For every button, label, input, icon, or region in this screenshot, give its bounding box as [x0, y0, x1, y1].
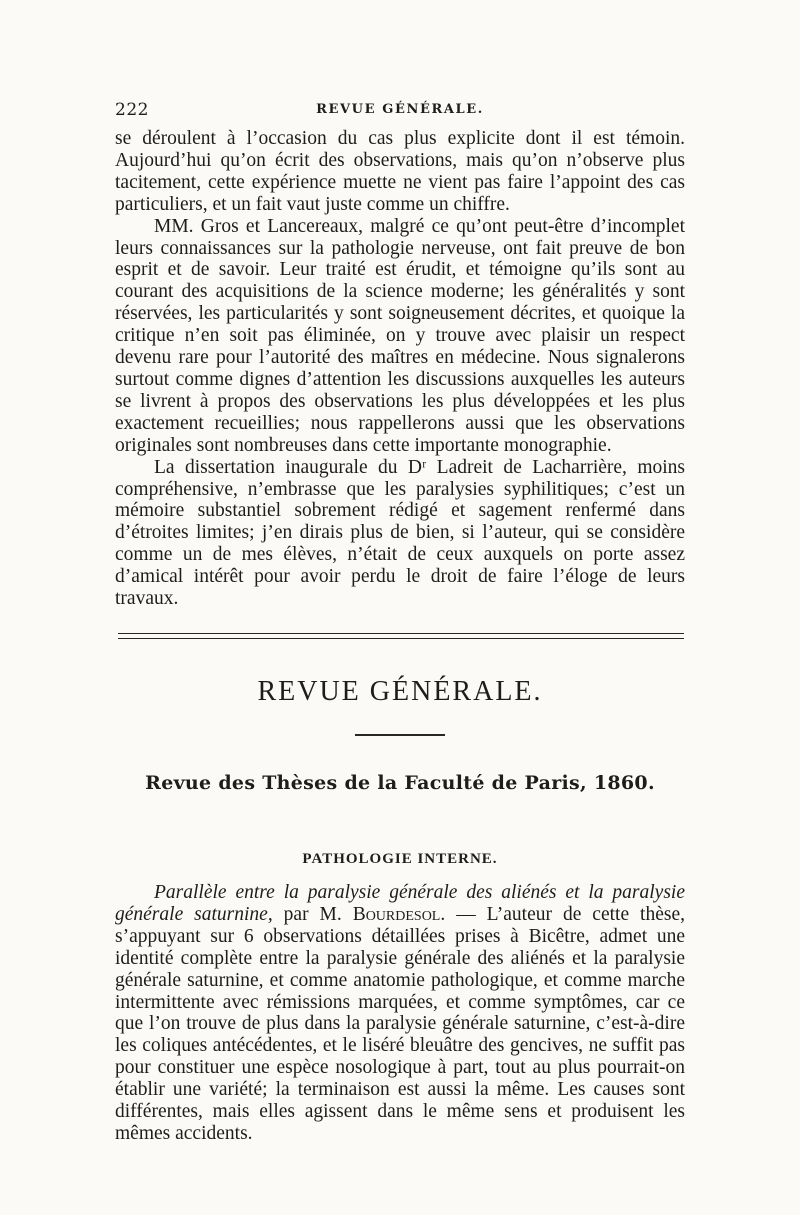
- paragraph-lacharriere: La dissertation inaugurale du Dʳ Ladreit de Lacharrière, moins compréhensive, n’embrasse que les paralysies syphilitiques; c’est un mémoire substantiel sobrement rédigé et sagement renfermé dans d’étroites limites; j’en dirais plus de bien, si l’auteur, qui se considère comme un de mes élèves, n’était de ceux auxquels on porte assez d’amical intérêt pour avoir perdu le droit de faire l’éloge de leurs travaux.: [115, 456, 685, 610]
- title-underline: [355, 734, 445, 736]
- review-heading: Revue des Thèses de la Faculté de Paris, 1860.: [145, 772, 655, 794]
- section-divider-thick: [118, 633, 684, 634]
- running-head: [115, 100, 685, 122]
- paragraph-continuation: se déroulent à l’occasion du cas plus explicite dont il est témoin. Aujourd’hui qu’on écrit des observations, mais qu’on n’observe plus tacitement, cette expérience muette ne vient pas faire l’appoint des cas particuliers, et un fait vaut juste comme un chiffre.: [115, 128, 685, 215]
- thesis-author: Bourdesol: [352, 903, 441, 925]
- thesis-entry: [115, 882, 685, 1145]
- page-number: 222: [115, 100, 149, 120]
- running-title: REVUE GÉNÉRALE.: [316, 102, 484, 117]
- thesis-by: par M.: [272, 903, 353, 925]
- thesis-paragraph: [115, 882, 685, 1145]
- top-text-block: [115, 128, 685, 610]
- thesis-text: . — L’auteur de cette thèse, s’appuyant sur 6 observations détaillées prises à Bicêtre, admet une identité complète entre la paralysie générale des aliénés et la paralysie générale saturnine, et comme anatomie pathologique, et comme marche intermittente avec rémissions marquées, et comme symptômes, car ce que l’on trouve de plus dans la paralysie générale saturnine, c’est-à-dire les coliques antécédentes, et le liséré bleuâtre des gencives, ne suffit pas pour constituer une espèce nosologique à part, tout au plus pourrait-on établir une variété; la terminaison est aussi la même. Les causes sont différentes, mais elles agissent dans le même sens et produisent les mêmes accidents.: [115, 903, 685, 1144]
- paragraph-gros-lancereaux: MM. Gros et Lancereaux, malgré ce qu’ont peut-être d’incomplet leurs connaissances sur la pathologie nerveuse, ont fait preuve de bon esprit et de savoir. Leur traité est érudit, et témoigne qu’ils sont au courant des acquisitions de la science moderne; les généralités y sont réservées, les particularités y sont soigneusement décrites, et quoique la critique n’en soit pas éliminée, on y trouve avec plaisir un respect devenu rare pour l’autorité des maîtres en médecine. Nous signalerons surtout comme dignes d’attention les discussions auxquelles les auteurs se livrent à propos des observations les plus développées et les plus exactement recueillies; nous rappellerons aussi que les observations originales sont nombreuses dans cette importante monographie.: [115, 215, 685, 456]
- thesis-title: Parallèle entre la paralysie générale des aliénés et la paralysie générale saturnine,: [115, 882, 685, 925]
- section-title: REVUE GÉNÉRALE.: [257, 676, 543, 707]
- section-divider-thin: [118, 638, 684, 639]
- subsection-title: PATHOLOGIE INTERNE.: [302, 851, 498, 867]
